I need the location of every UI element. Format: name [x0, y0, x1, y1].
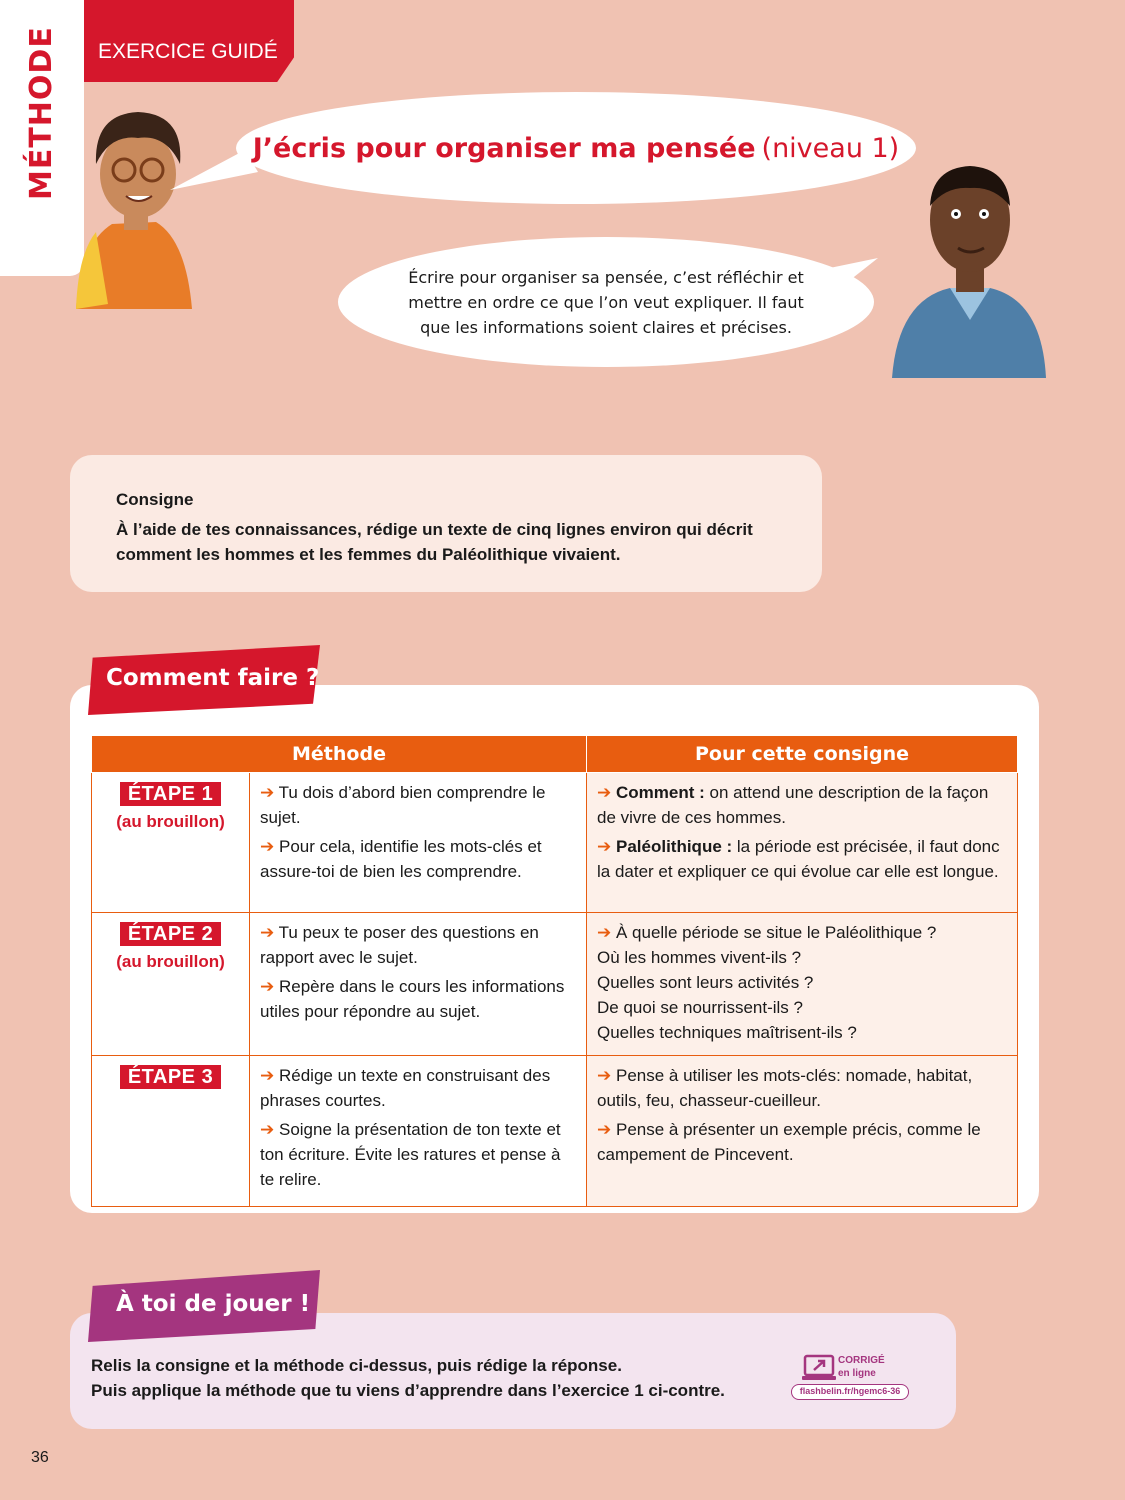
arrow-icon: ➔: [597, 1120, 612, 1139]
consigne-cell: [587, 773, 1018, 913]
arrow-icon: ➔: [597, 837, 612, 856]
method-text: Pour cela, identifie les mots-clés et assure-toi de bien les comprendre.: [260, 837, 542, 881]
consigne-label: Consigne: [116, 490, 194, 509]
arrow-icon: ➔: [597, 923, 612, 942]
arrow-icon: ➔: [260, 977, 275, 996]
method-text: Tu dois d’abord bien comprendre le sujet.: [260, 783, 546, 827]
arrow-icon: ➔: [597, 783, 612, 802]
method-cell: [250, 773, 587, 913]
header-methode: Méthode: [92, 736, 587, 773]
corrige-link[interactable]: flashbelin.fr/hgemc6-36: [791, 1384, 909, 1400]
step-badge: ÉTAPE 3: [120, 1065, 221, 1089]
step-badge: ÉTAPE 2: [120, 922, 221, 946]
step-badge: ÉTAPE 1: [120, 782, 221, 806]
consigne-cell-text: Pense à présenter un exemple précis, comme le campement de Pincevent.: [597, 1120, 981, 1164]
arrow-icon: ➔: [597, 1066, 612, 1085]
method-text: Tu peux te poser des questions en rapport avec le sujet.: [260, 923, 539, 967]
method-table: [91, 735, 1018, 1207]
question-text: De quoi se nourrissent-ils ?: [597, 998, 803, 1017]
consigne-box: [70, 455, 822, 592]
exercise-banner-label: EXERCICE GUIDÉ: [98, 40, 278, 63]
arrow-icon: ➔: [260, 1066, 275, 1085]
consigne-cell: [587, 1056, 1018, 1207]
method-cell: [250, 913, 587, 1056]
question-text: Où les hommes vivent-ils ?: [597, 948, 802, 967]
arrow-icon: ➔: [260, 837, 275, 856]
laptop-icon: [802, 1354, 836, 1382]
method-cell: [250, 1056, 587, 1207]
consigne-cell-text: on attend une description de la façon de vivre de ces hommes.: [597, 783, 989, 827]
corrige-sublabel: en ligne: [838, 1368, 876, 1379]
arrow-icon: ➔: [260, 783, 275, 802]
step-cell: [92, 773, 250, 913]
title-level: (niveau 1): [761, 132, 900, 164]
a-toi-heading: À toi de jouer !: [116, 1291, 311, 1317]
table-row: [92, 1056, 1018, 1207]
table-row: [92, 913, 1018, 1056]
title-bubble: [236, 92, 916, 204]
corrige-label: CORRIGÉ: [838, 1355, 885, 1366]
keyword: Paléolithique :: [615, 837, 733, 856]
method-text: Rédige un texte en construisant des phrases courtes.: [260, 1066, 551, 1110]
page-number: 36: [31, 1449, 49, 1466]
side-tab-label: MÉTHODE: [24, 26, 59, 200]
step-cell: [92, 1056, 250, 1207]
step-cell: [92, 913, 250, 1056]
play-line-1: Relis la consigne et la méthode ci-dessus, puis rédige la réponse.: [91, 1356, 622, 1375]
consigne-cell-text: la période est précisée, il faut donc la dater et expliquer ce qui évolue car elle est longue.: [597, 837, 1000, 881]
teacher-illustration: [890, 150, 1050, 378]
arrow-icon: ➔: [260, 923, 275, 942]
question-text: Quelles techniques maîtrisent-ils ?: [597, 1023, 857, 1042]
table-row: [92, 773, 1018, 913]
step-sub: (au brouillon): [116, 812, 225, 831]
header-consigne: Pour cette consigne: [587, 736, 1018, 773]
play-line-2: Puis applique la méthode que tu viens d’apprendre dans l’exercice 1 ci-contre.: [91, 1381, 725, 1400]
quote-bubble: [338, 237, 874, 367]
consigne-cell: [587, 913, 1018, 1056]
comment-faire-heading: Comment faire ?: [106, 665, 320, 691]
question-text: À quelle période se situe le Paléolithique ?: [615, 923, 937, 942]
consigne-cell-text: Pense à utiliser les mots-clés: nomade, habitat, outils, feu, chasseur-cueilleur.: [597, 1066, 973, 1110]
step-sub: (au brouillon): [116, 952, 225, 971]
consigne-text: À l’aide de tes connaissances, rédige un texte de cinq lignes environ qui décrit comment les hommes et les femmes du Paléolithique vivaient.: [116, 520, 753, 564]
page-title: J’écris pour organiser ma pensée: [252, 132, 756, 164]
boy-illustration: [66, 104, 196, 309]
question-text: Quelles sont leurs activités ?: [597, 973, 814, 992]
method-text: Soigne la présentation de ton texte et ton écriture. Évite les ratures et pense à te relire.: [260, 1120, 561, 1189]
quote-text: Écrire pour organiser sa pensée, c’est réfléchir et mettre en ordre ce que l’on veut expliquer. Il faut que les informations soient claires et précises.: [408, 267, 804, 337]
method-text: Repère dans le cours les informations utiles pour répondre au sujet.: [260, 977, 565, 1021]
keyword: Comment :: [615, 783, 705, 802]
arrow-icon: ➔: [260, 1120, 275, 1139]
